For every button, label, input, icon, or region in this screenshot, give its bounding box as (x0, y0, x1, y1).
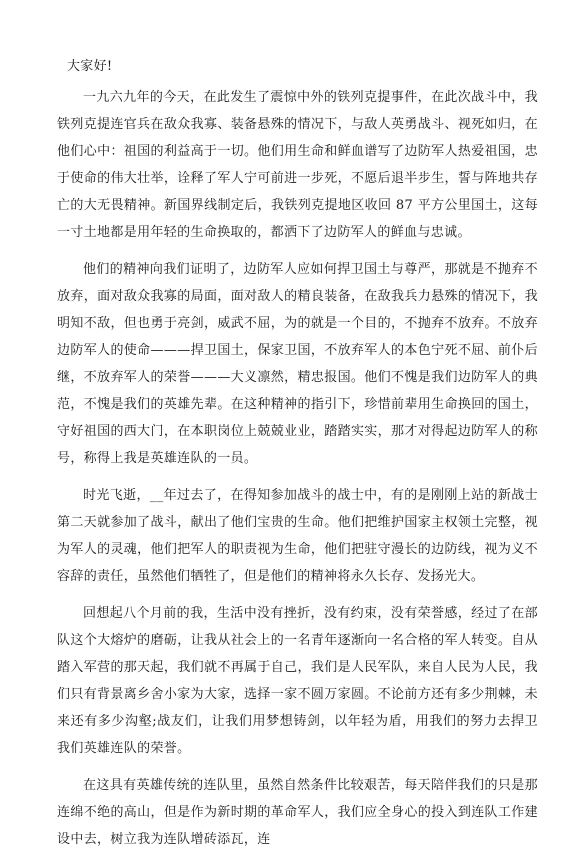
paragraph-2: 他们的精神向我们证明了，边防军人应如何捍卫国土与尊严，那就是不抛弃不放弃，面对敌众我寡的局面，面对敌人的精良装备，在敌我兵力悬殊的情况下，我明知不敌，但也勇于亮剑，威武不屈，为的就是一个目的，不抛弃不放弃。不放弃边防军人的使命———捍卫国土，保家卫国，不放弃军人的本色宁死不屈、前仆后继，不放弃军人的荣誉———大义凛然，精忠报国。他们不愧是我们边防军人的典范，不愧是我们的英雄先辈。在这种精神的指引下，珍惜前辈用生命换回的国土，守好祖国的西大门，在本职岗位上兢兢业业，踏踏实实，那才对得起边防军人的称号，称得上我是英雄连队的一员。 (57, 262, 538, 466)
paragraph-3: 时光飞逝，__年过去了，在得知参加战斗的战士中，有的是刚刚上站的新战士第二天就参加了战斗，献出了他们宝贵的生命。他们把维护国家主权领土完整，视为军人的灵魂，他们把军人的职责视为生命，他们把驻守漫长的边防线，视为义不容辞的责任，虽然他们牺牲了，但是他们的精神将永久长存、发扬光大。 (57, 488, 538, 584)
paragraph-5: 在这具有英雄传统的连队里，虽然自然条件比较艰苦，每天陪伴我们的只是那连绵不绝的高山，但是作为新时期的革命军人，我们应全身心的投入到连队工作建设中去，树立我为连队增砖添瓦，连 (57, 778, 538, 847)
paragraph-1: 一九六九年的今天，在此发生了震惊中外的铁列克提事件，在此次战斗中，我铁列克提连官兵在敌众我寡、装备悬殊的情况下，与敌人英勇战斗、视死如归，在他们心中：祖国的利益高于一切。他们用生命和鲜血谱写了边防军人热爱祖国，忠于使命的伟大壮举，诠释了军人宁可前进一步死，不愿后退半步生，誓与阵地共存亡的大无畏精神。新国界线制定后，我铁列克提地区收回 87 平方公里国土，这每一寸土地都是用年轻的生命换取的，都洒下了边防军人的鲜血与忠诚。 (57, 90, 538, 240)
greeting: 大家好! (67, 59, 113, 74)
paragraph-4: 回想起八个月前的我，生活中没有挫折，没有约束，没有荣誉感，经过了在部队这个大熔炉的磨砺，让我从社会上的一名青年逐渐向一名合格的军人转变。自从踏入军营的那天起，我们就不再属于自己，我们是人民军队，来自人民为人民，我们只有背景离乡舍小家为大家，选择一家不圆万家圆。不论前方还有多少荆棘，未来还有多少沟壑;战友们，让我们用梦想铸剑，以年轻为盾，用我们的努力去捍卫我们英雄连队的荣誉。 (57, 606, 538, 756)
